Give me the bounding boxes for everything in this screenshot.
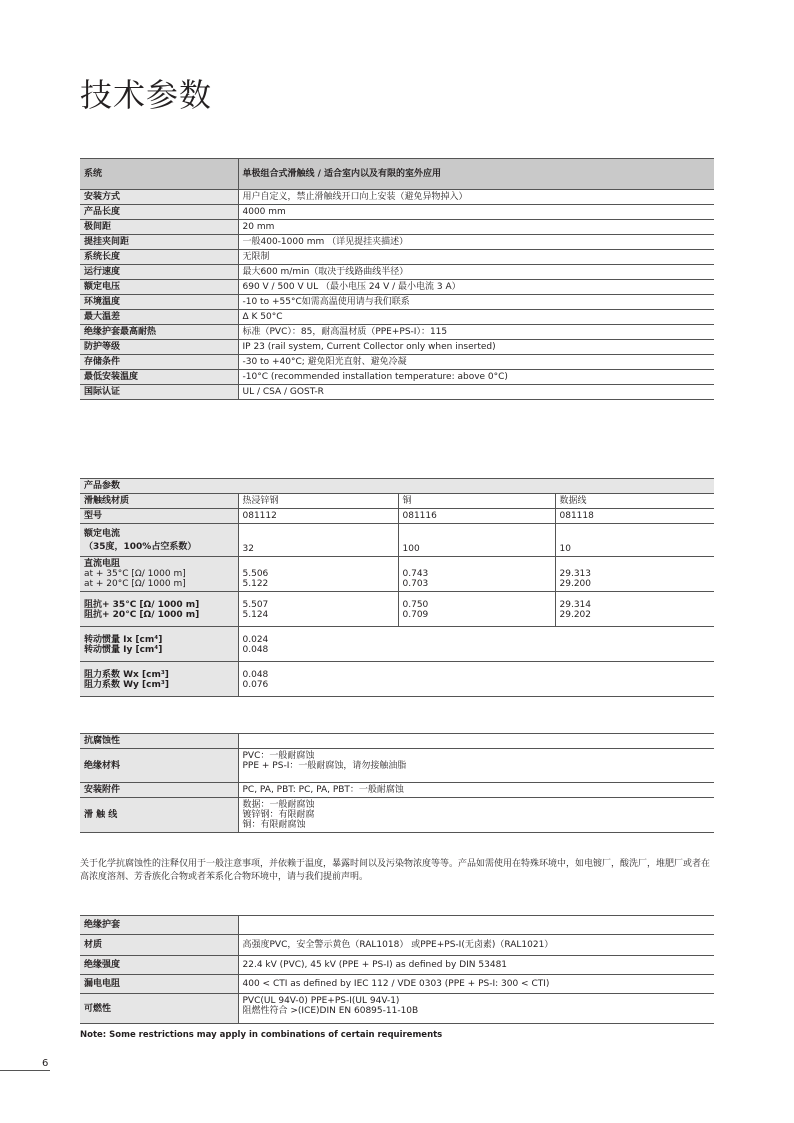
row-value: 最大600 m/min（取决于线路曲线半径） — [238, 265, 714, 280]
product-parameter-table — [80, 478, 714, 697]
page-number-rule — [0, 1070, 50, 1071]
row-value: -10 to +55°C如需高温使用请与我们联系 — [238, 295, 714, 310]
column-header: 数据线 — [555, 494, 714, 509]
page-title: 技术参数 — [80, 76, 213, 114]
row-label-dc-resistance — [80, 557, 238, 592]
row-value: 一般400-1000 mm （详见提挂夹描述） — [238, 235, 714, 250]
label-line: 转动惯量 Iy [cm⁴] — [84, 645, 163, 655]
table-row — [80, 159, 714, 190]
table-row — [80, 280, 714, 295]
table-row — [80, 295, 714, 310]
row-value: 用户自定义，禁止滑触线开口向上安装（避免异物掉入） — [238, 190, 714, 205]
cell-model: 081116 — [398, 509, 555, 524]
row-value: -10°C (recommended installation temperature: above 0°C) — [238, 370, 714, 385]
cell-resistance: 0.743 0.703 — [398, 557, 555, 592]
row-value: 20 mm — [238, 220, 714, 235]
row-value: 4000 mm — [238, 205, 714, 220]
row-label: 绝缘护套最高耐热 — [80, 325, 238, 340]
label-line: 阻抗+ 35°C [Ω/ 1000 m] — [84, 600, 200, 610]
cell-model: 081118 — [555, 509, 714, 524]
system-spec-table — [80, 158, 714, 400]
row-label: 安装方式 — [80, 190, 238, 205]
cell-impedance: 0.750 0.709 — [398, 592, 555, 627]
table-row — [80, 250, 714, 265]
row-label: 最低安装温度 — [80, 370, 238, 385]
cell-resistance: 29.313 29.200 — [555, 557, 714, 592]
table-row — [80, 235, 714, 250]
table-row — [80, 340, 714, 355]
cell-current: 10 — [555, 524, 714, 557]
row-value: 标准（PVC）：85，耐高温材质（PPE+PS-I）：115 — [238, 325, 714, 340]
row-label: 环境温度 — [80, 295, 238, 310]
cell-inertia: 0.024 0.048 — [238, 627, 714, 662]
table-row — [80, 310, 714, 325]
label-line: （35度，100%占空系数） — [84, 542, 197, 552]
corrosion-table — [80, 733, 714, 833]
row-label: 系统 — [80, 159, 238, 190]
section-title-corrosion: 抗腐蚀性 — [80, 734, 238, 749]
row-label: 国际认证 — [80, 385, 238, 400]
row-label-impedance — [80, 592, 238, 627]
row-label: 存储条件 — [80, 355, 238, 370]
row-value: 无限制 — [238, 250, 714, 265]
table-row — [80, 325, 714, 340]
table-row — [80, 355, 714, 370]
row-label-model: 型号 — [80, 509, 238, 524]
row-label-inertia — [80, 627, 238, 662]
row-value: -30 to +40°C; 避免阳光直射、避免冷凝 — [238, 355, 714, 370]
cell-current: 32 — [238, 524, 398, 557]
row-label: 系统长度 — [80, 250, 238, 265]
row-label: 额定电压 — [80, 280, 238, 295]
column-header: 热浸锌钢 — [238, 494, 398, 509]
page-number: 6 — [42, 1058, 49, 1069]
label-line: 阻力系数 Wx [cm³] — [84, 670, 169, 680]
row-value: 单极组合式滑触线 / 适合室内以及有限的室外应用 — [238, 159, 714, 190]
row-label-accessories: 安装附件 — [80, 783, 238, 798]
cell-value: PVC(UL 94V-0) PPE+PS-I(UL 94V-1) 阻燃性符合 >(ICE)DIN EN 60895-11-10B — [238, 994, 714, 1024]
label-line: 额定电流 — [84, 529, 121, 539]
cell-impedance: 29.314 29.202 — [555, 592, 714, 627]
row-label: 提挂夹间距 — [80, 235, 238, 250]
table-row — [80, 220, 714, 235]
label-line: 直流电阻 — [84, 559, 121, 569]
label-line: at + 35°C [Ω/ 1000 m] — [84, 569, 186, 579]
cell-value: 400 < CTI as defined by IEC 112 / VDE 0303 (PPE + PS-I: 300 < CTI) — [238, 975, 714, 994]
cell-value: 高强度PVC，安全警示黄色（RAL1018） 或PPE+PS-I(无卤素)（RAL1021） — [238, 935, 714, 956]
cell-section-modulus: 0.048 0.076 — [238, 662, 714, 697]
cell-impedance: 5.507 5.124 — [238, 592, 398, 627]
cell-model: 081112 — [238, 509, 398, 524]
insulation-table — [80, 915, 714, 1024]
cell-value: PVC：一般耐腐蚀 PPE + PS-I：一般耐腐蚀，请勿接触油脂 — [238, 749, 714, 783]
section-title-product: 产品参数 — [80, 479, 714, 494]
row-label-rated-current — [80, 524, 238, 557]
row-label-material: 滑触线材质 — [80, 494, 238, 509]
cell-value: 数据：一般耐腐蚀 镀锌钢：有限耐腐 铜：有限耐腐蚀 — [238, 798, 714, 833]
row-label: 产品长度 — [80, 205, 238, 220]
row-label-flammability: 可燃性 — [80, 994, 238, 1024]
label-line: 转动惯量 Ix [cm⁴] — [84, 635, 163, 645]
row-label-insulation-material: 绝缘材料 — [80, 749, 238, 783]
label-line: at + 20°C [Ω/ 1000 m] — [84, 579, 186, 589]
cell-resistance: 5.506 5.122 — [238, 557, 398, 592]
row-value: Δ K 50°C — [238, 310, 714, 325]
corrosion-note: 关于化学抗腐蚀性的注释仅用于一般注意事项，并依赖于温度，暴露时间以及污染物浓度等等。产品如需使用在特殊环境中，如电镀厂，酸洗厂，堆肥厂或者在高浓度溶剂、芳香族化合物或者苯系化合物环境中，请与我们提前声明。 — [80, 859, 711, 882]
row-label: 运行速度 — [80, 265, 238, 280]
table-row — [80, 370, 714, 385]
row-value: 690 V / 500 V UL （最小电压 24 V / 最小电流 3 A） — [238, 280, 714, 295]
column-header: 铜 — [398, 494, 555, 509]
cell-value: 22.4 kV (PVC), 45 kV (PPE + PS-I) as defined by DIN 53481 — [238, 956, 714, 975]
row-label: 防护等级 — [80, 340, 238, 355]
cell-value: PC, PA, PBT: PC, PA, PBT：一般耐腐蚀 — [238, 783, 714, 798]
row-label-conductor-rail: 滑 触 线 — [80, 798, 238, 833]
row-label: 最大温差 — [80, 310, 238, 325]
label-line: 阻力系数 Wy [cm³] — [84, 680, 169, 690]
row-label-dielectric-strength: 绝缘强度 — [80, 956, 238, 975]
row-label: 极间距 — [80, 220, 238, 235]
row-label-tracking-resistance: 漏电电阻 — [80, 975, 238, 994]
row-label-material: 材质 — [80, 935, 238, 956]
row-value: IP 23 (rail system, Current Collector only when inserted) — [238, 340, 714, 355]
section-title-insulation: 绝缘护套 — [80, 916, 238, 935]
table-row — [80, 190, 714, 205]
table-row — [80, 205, 714, 220]
table-row — [80, 385, 714, 400]
footnote: Note: Some restrictions may apply in combinations of certain requirements — [80, 1030, 443, 1040]
row-label-section-modulus — [80, 662, 238, 697]
table-row — [80, 265, 714, 280]
label-line: 阻抗+ 20°C [Ω/ 1000 m] — [84, 610, 200, 620]
row-value: UL / CSA / GOST-R — [238, 385, 714, 400]
cell-current: 100 — [398, 524, 555, 557]
